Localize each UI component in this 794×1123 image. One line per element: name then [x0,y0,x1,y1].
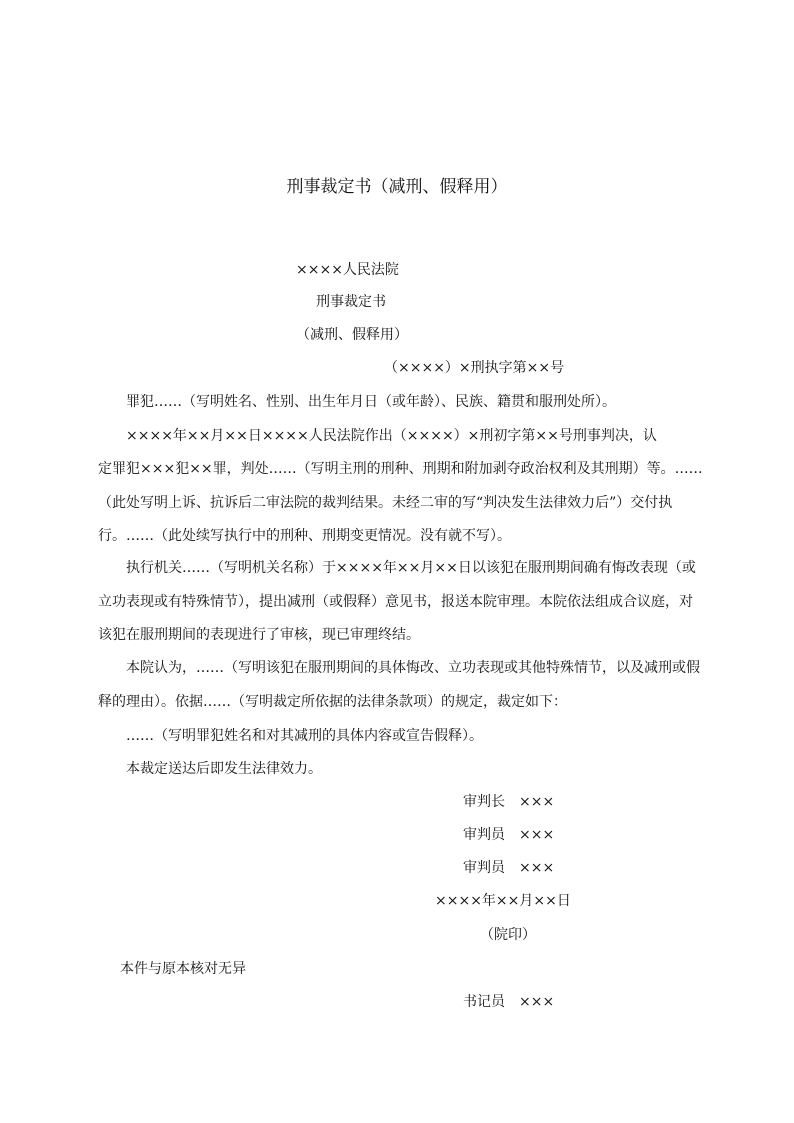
paragraph-court-opinion-line: 本院认为，……（写明该犯在服刑期间的具体悔改、立功表现或其他特殊情节，以及减刑或假 [126,660,700,676]
judge-2: 审判员 ××× [463,860,555,876]
paragraph-judgment-line: 定罪犯×××犯××罪，判处……（写明主刑的刑种、刑期和附加剥夺政治权利及其刑期）等。…… [98,461,703,477]
paragraph-judgment-line: 行。……（此处续写执行中的刑种、刑期变更情况。没有就不写）。 [98,528,511,544]
paragraph-effect: 本裁定送达后即发生法律效力。 [126,761,322,777]
judge-1: 审判员 ××× [463,827,555,843]
ruling-date: ××××年××月××日 [435,893,571,909]
paragraph-execution-line: 执行机关……（写明机关名称）于××××年××月××日以该犯在服刑期间确有悔改表现（或 [126,560,696,576]
paragraph-execution-line: 立功表现或有特殊情节），提出减刑（或假释）意见书，报送本院审理。本院依法组成合议庭，对 [98,594,693,610]
verified-statement: 本件与原本核对无异 [120,961,246,977]
paragraph-criminal-info: 罪犯……（写明姓名、性别、出生年月日（或年龄）、民族、籍贯和服刑处所）。 [126,394,616,410]
case-number: （××××）×刑执字第××号 [384,360,565,376]
document-title: 刑事裁定书（减刑、假释用） [286,177,508,197]
presiding-judge: 审判长 ××× [463,794,555,810]
court-name: ××××人民法院 [296,262,399,278]
paragraph-ruling: ……（写明罪犯姓名和对其减刑的具体内容或宣告假释）。 [126,728,483,744]
paragraph-court-opinion-line: 释的理由）。依据……（写明裁定所依据的法律条款项）的规定，裁定如下： [98,694,567,710]
document-type: 刑事裁定书 [316,294,386,310]
document-subtype: （减刑、假释用） [296,327,408,343]
paragraph-execution-line: 该犯在服刑期间的表现进行了审核，现已审理终结。 [98,627,420,643]
paragraph-judgment-line: （此处写明上诉、抗诉后二审法院的裁判结果。未经二审的写“判决发生法律效力后”）交付执 [98,495,673,511]
paragraph-judgment-line: ××××年××月××日××××人民法院作出（××××）×刑初字第××号刑事判决，认 [126,428,657,444]
court-clerk: 书记员 ××× [463,994,555,1010]
court-seal: （院印） [480,927,536,943]
